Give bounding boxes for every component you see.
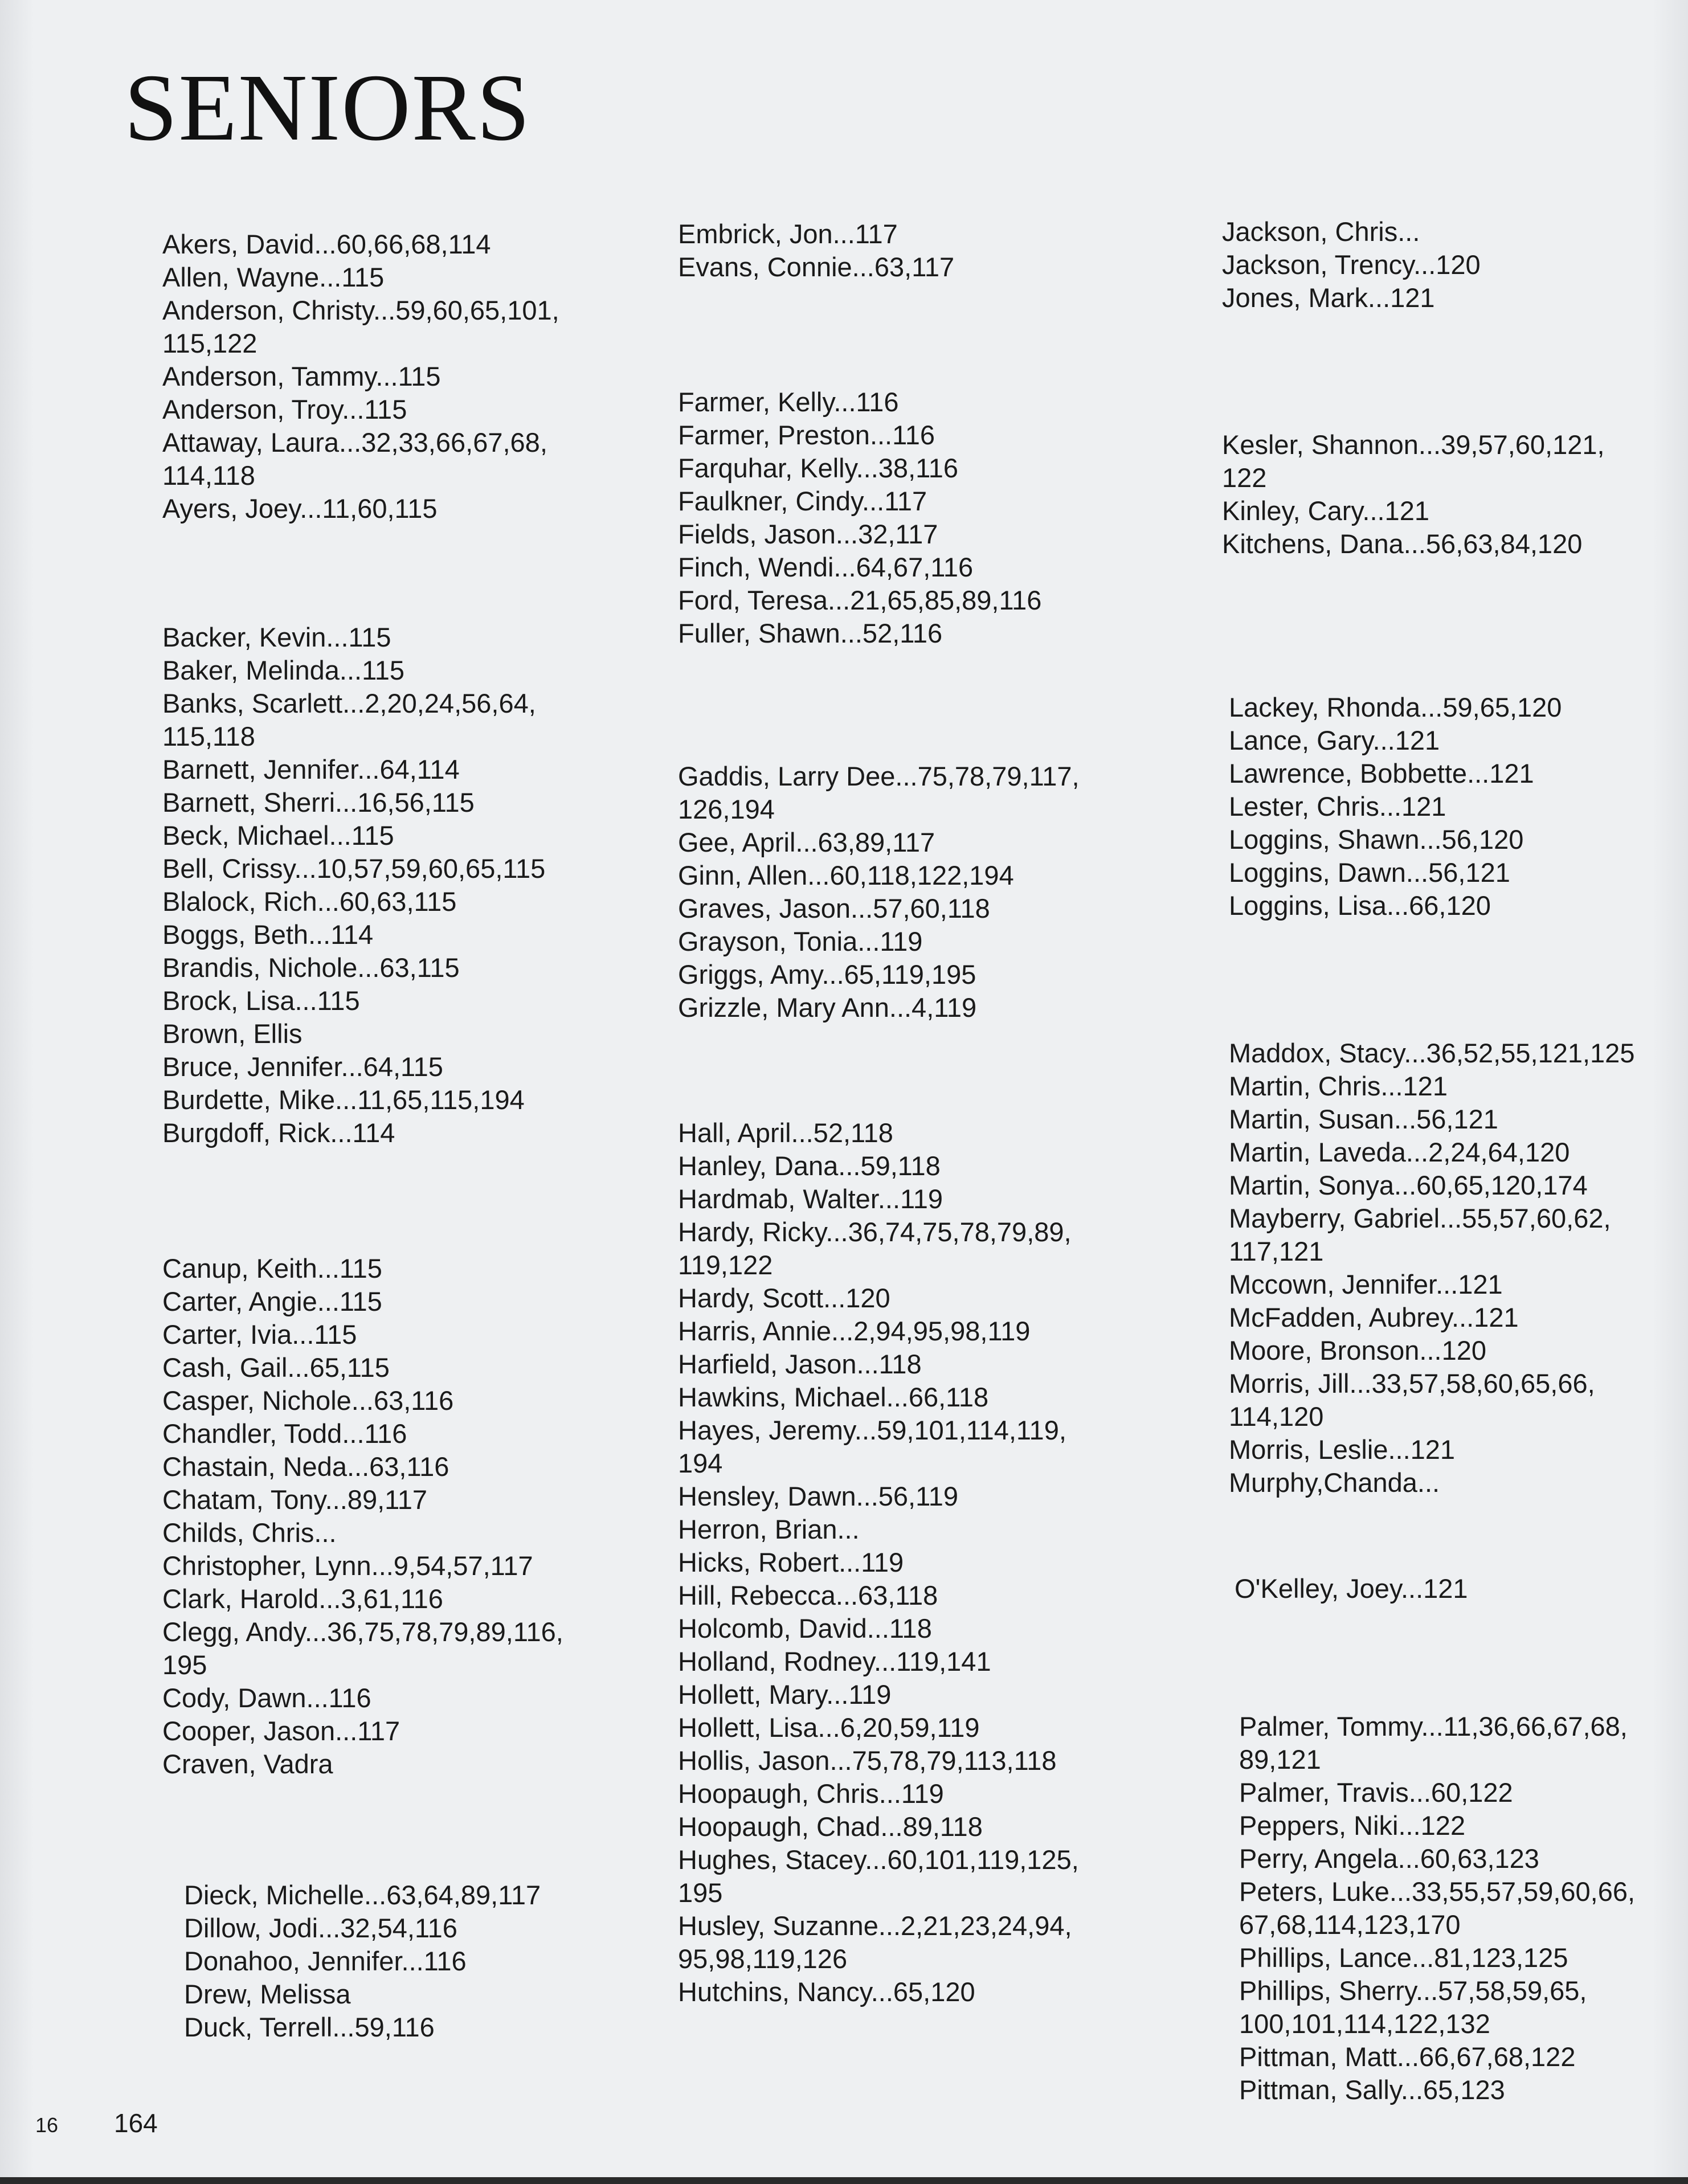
index-entry: Bruce, Jennifer...64,115 xyxy=(162,1052,443,1082)
index-block-c xyxy=(162,1252,563,1781)
index-entry: Clark, Harold...3,61,116 xyxy=(162,1584,443,1614)
index-entry: 95,98,119,126 xyxy=(678,1944,848,1974)
index-entry: Jackson, Trency...120 xyxy=(1222,250,1481,280)
index-block-p xyxy=(1239,1710,1635,2107)
index-block-k xyxy=(1222,428,1605,561)
index-entry: Carter, Angie...115 xyxy=(162,1286,382,1316)
index-entry: Hutchins, Nancy...65,120 xyxy=(678,1977,975,2007)
index-entry: Allen, Wayne...115 xyxy=(162,262,385,292)
index-entry: Ginn, Allen...60,118,122,194 xyxy=(678,860,1014,890)
index-entry: Carter, Ivia...115 xyxy=(162,1319,357,1349)
index-entry: Hollett, Mary...119 xyxy=(678,1679,892,1709)
index-entry: Harfield, Jason...118 xyxy=(678,1349,922,1379)
index-entry: Martin, Sonya...60,65,120,174 xyxy=(1229,1170,1588,1200)
index-entry: Lance, Gary...121 xyxy=(1229,725,1440,755)
index-entry: Cash, Gail...65,115 xyxy=(162,1352,390,1383)
index-entry: Murphy,Chanda... xyxy=(1229,1467,1440,1498)
index-entry: Brock, Lisa...115 xyxy=(162,985,360,1016)
index-entry: Barnett, Sherri...16,56,115 xyxy=(162,787,475,817)
index-block-m xyxy=(1229,1037,1634,1499)
index-entry: Clegg, Andy...36,75,78,79,89,116, xyxy=(162,1617,563,1647)
index-entry: Lawrence, Bobbette...121 xyxy=(1229,758,1534,788)
index-entry: Farmer, Kelly...116 xyxy=(678,387,899,417)
index-entry: Kinley, Cary...121 xyxy=(1222,496,1429,526)
index-entry: Hollis, Jason...75,78,79,113,118 xyxy=(678,1745,1057,1776)
index-entry: Donahoo, Jennifer...116 xyxy=(184,1946,467,1976)
index-entry: Cooper, Jason...117 xyxy=(162,1716,400,1746)
index-entry: Hardy, Scott...120 xyxy=(678,1283,890,1313)
index-entry: 114,120 xyxy=(1229,1401,1324,1432)
index-entry: Jones, Mark...121 xyxy=(1222,283,1435,313)
index-entry: Drew, Melissa xyxy=(184,1979,351,2009)
index-entry: Husley, Suzanne...2,21,23,24,94, xyxy=(678,1911,1072,1941)
index-entry: Hanley, Dana...59,118 xyxy=(678,1151,941,1181)
index-entry: Peters, Luke...33,55,57,59,60,66, xyxy=(1239,1876,1636,1907)
index-entry: Jackson, Chris... xyxy=(1222,216,1420,247)
index-entry: Hughes, Stacey...60,101,119,125, xyxy=(678,1844,1079,1875)
index-entry: Bell, Crissy...10,57,59,60,65,115 xyxy=(162,853,546,884)
index-entry: Hoopaugh, Chris...119 xyxy=(678,1778,944,1809)
index-entry: Mccown, Jennifer...121 xyxy=(1229,1269,1503,1299)
index-entry: Childs, Chris... xyxy=(162,1518,337,1548)
index-entry: Ayers, Joey...11,60,115 xyxy=(162,493,438,523)
index-entry: Harris, Annie...2,94,95,98,119 xyxy=(678,1316,1031,1346)
index-entry: Barnett, Jennifer...64,114 xyxy=(162,754,460,784)
folio-margin-number: 16 xyxy=(35,2113,59,2137)
index-entry: Hollett, Lisa...6,20,59,119 xyxy=(678,1712,980,1743)
index-entry: Faulkner, Cindy...117 xyxy=(678,486,927,516)
index-entry: Palmer, Tommy...11,36,66,67,68, xyxy=(1239,1711,1628,1741)
index-entry: Phillips, Sherry...57,58,59,65, xyxy=(1239,1976,1587,2006)
index-entry: Graves, Jason...57,60,118 xyxy=(678,893,990,923)
index-entry: Loggins, Lisa...66,120 xyxy=(1229,890,1491,921)
index-block-o xyxy=(1235,1572,1468,1605)
index-entry: Pittman, Sally...65,123 xyxy=(1239,2075,1505,2105)
index-entry: Hayes, Jeremy...59,101,114,119, xyxy=(678,1415,1066,1445)
index-entry: Akers, David...60,66,68,114 xyxy=(162,229,491,259)
index-entry: Fields, Jason...32,117 xyxy=(678,519,938,549)
index-entry: Dieck, Michelle...63,64,89,117 xyxy=(184,1880,541,1910)
index-block-f xyxy=(678,386,1041,650)
index-entry: Anderson, Christy...59,60,65,101, xyxy=(162,295,559,325)
index-entry: Hardy, Ricky...36,74,75,78,79,89, xyxy=(678,1217,1072,1247)
index-entry: 115,122 xyxy=(162,328,258,358)
index-entry: Palmer, Travis...60,122 xyxy=(1239,1777,1513,1807)
index-entry: Beck, Michael...115 xyxy=(162,820,394,850)
index-entry: Hensley, Dawn...56,119 xyxy=(678,1481,959,1511)
index-entry: Anderson, Troy...115 xyxy=(162,394,407,424)
index-entry: Brandis, Nichole...63,115 xyxy=(162,952,460,983)
index-entry: Hall, April...52,118 xyxy=(678,1118,893,1148)
index-entry: 195 xyxy=(678,1878,723,1908)
index-entry: Griggs, Amy...65,119,195 xyxy=(678,959,976,989)
index-entry: Gaddis, Larry Dee...75,78,79,117, xyxy=(678,761,1080,791)
index-entry: Maddox, Stacy...36,52,55,121,125 xyxy=(1229,1038,1635,1068)
index-entry: Martin, Susan...56,121 xyxy=(1229,1104,1498,1134)
index-entry: Brown, Ellis xyxy=(162,1019,303,1049)
index-entry: 100,101,114,122,132 xyxy=(1239,2009,1490,2039)
index-entry: Baker, Melinda...115 xyxy=(162,655,404,685)
page-number: 164 xyxy=(114,2108,158,2138)
index-entry: Martin, Laveda...2,24,64,120 xyxy=(1229,1137,1570,1167)
index-entry: Anderson, Tammy...115 xyxy=(162,361,441,391)
index-entry: Morris, Jill...33,57,58,60,65,66, xyxy=(1229,1368,1595,1398)
index-entry: Hill, Rebecca...63,118 xyxy=(678,1580,938,1610)
index-entry: 126,194 xyxy=(678,794,775,824)
index-entry: Fuller, Shawn...52,116 xyxy=(678,618,943,648)
index-entry: Hoopaugh, Chad...89,118 xyxy=(678,1811,983,1842)
index-entry: Hawkins, Michael...66,118 xyxy=(678,1382,989,1412)
index-entry: Martin, Chris...121 xyxy=(1229,1071,1448,1101)
index-entry: Peppers, Niki...122 xyxy=(1239,1810,1466,1841)
index-block-j xyxy=(1222,215,1481,314)
index-entry: Burgdoff, Rick...114 xyxy=(162,1118,395,1148)
index-entry: Evans, Connie...63,117 xyxy=(678,252,955,282)
index-entry: Attaway, Laura...32,33,66,67,68, xyxy=(162,427,547,457)
index-entry: Hardmab, Walter...119 xyxy=(678,1184,943,1214)
index-block-h xyxy=(678,1116,1079,2009)
index-entry: Farmer, Preston...116 xyxy=(678,420,935,450)
index-entry: Gee, April...63,89,117 xyxy=(678,827,935,857)
index-entry: Blalock, Rich...60,63,115 xyxy=(162,886,457,917)
index-entry: 194 xyxy=(678,1448,723,1478)
index-entry: Farquhar, Kelly...38,116 xyxy=(678,453,959,483)
index-entry: Embrick, Jon...117 xyxy=(678,219,898,249)
index-entry: 195 xyxy=(162,1650,207,1680)
index-entry: Chastain, Neda...63,116 xyxy=(162,1451,449,1482)
index-entry: 119,122 xyxy=(678,1250,773,1280)
index-entry: 117,121 xyxy=(1229,1236,1324,1266)
index-entry: Holcomb, David...118 xyxy=(678,1613,932,1643)
index-entry: Duck, Terrell...59,116 xyxy=(184,2012,435,2042)
index-entry: Christopher, Lynn...9,54,57,117 xyxy=(162,1551,533,1581)
page-title: SENIORS xyxy=(124,55,532,161)
index-block-e xyxy=(678,218,954,284)
index-entry: Holland, Rodney...119,141 xyxy=(678,1646,991,1676)
index-block-a xyxy=(162,228,559,525)
index-block-d xyxy=(184,1879,541,2044)
index-block-g xyxy=(678,760,1080,1024)
index-entry: Chatam, Tony...89,117 xyxy=(162,1484,428,1515)
index-entry: McFadden, Aubrey...121 xyxy=(1229,1302,1519,1332)
index-entry: 115,118 xyxy=(162,721,255,751)
index-entry: Herron, Brian... xyxy=(678,1514,860,1544)
index-entry: Moore, Bronson...120 xyxy=(1229,1335,1486,1365)
index-block-l xyxy=(1229,691,1562,922)
index-entry: Pittman, Matt...66,67,68,122 xyxy=(1239,2042,1576,2072)
index-entry: Burdette, Mike...11,65,115,194 xyxy=(162,1085,525,1115)
index-entry: Craven, Vadra xyxy=(162,1749,333,1779)
index-entry: Kitchens, Dana...56,63,84,120 xyxy=(1222,529,1583,559)
index-entry: Cody, Dawn...116 xyxy=(162,1683,371,1713)
index-entry: 122 xyxy=(1222,463,1267,493)
index-block-b xyxy=(162,621,545,1150)
index-entry: Canup, Keith...115 xyxy=(162,1253,382,1283)
index-entry: Kesler, Shannon...39,57,60,121, xyxy=(1222,430,1605,460)
index-entry: Mayberry, Gabriel...55,57,60,62, xyxy=(1229,1203,1611,1233)
index-entry: Grayson, Tonia...119 xyxy=(678,926,923,956)
index-entry: Lester, Chris...121 xyxy=(1229,791,1446,821)
index-entry: 89,121 xyxy=(1239,1744,1321,1774)
index-entry: Grizzle, Mary Ann...4,119 xyxy=(678,992,977,1023)
index-entry: Chandler, Todd...116 xyxy=(162,1418,407,1449)
index-entry: Hicks, Robert...119 xyxy=(678,1547,904,1577)
index-entry: Banks, Scarlett...2,20,24,56,64, xyxy=(162,688,536,718)
index-entry: Casper, Nichole...63,116 xyxy=(162,1385,454,1416)
index-entry: Phillips, Lance...81,123,125 xyxy=(1239,1942,1568,1973)
index-entry: Loggins, Shawn...56,120 xyxy=(1229,824,1524,854)
page-bottom-edge xyxy=(0,2177,1688,2184)
index-entry: O'Kelley, Joey...121 xyxy=(1235,1573,1468,1604)
index-entry: Finch, Wendi...64,67,116 xyxy=(678,552,974,582)
index-entry: Morris, Leslie...121 xyxy=(1229,1434,1456,1465)
index-entry: Backer, Kevin...115 xyxy=(162,622,391,652)
index-entry: Perry, Angela...60,63,123 xyxy=(1239,1843,1539,1874)
index-entry: Dillow, Jodi...32,54,116 xyxy=(184,1913,457,1943)
index-entry: 67,68,114,123,170 xyxy=(1239,1909,1461,1940)
index-entry: 114,118 xyxy=(162,460,255,490)
index-entry: Loggins, Dawn...56,121 xyxy=(1229,857,1510,887)
index-entry: Lackey, Rhonda...59,65,120 xyxy=(1229,692,1562,722)
index-entry: Boggs, Beth...114 xyxy=(162,919,374,950)
index-entry: Ford, Teresa...21,65,85,89,116 xyxy=(678,585,1042,615)
